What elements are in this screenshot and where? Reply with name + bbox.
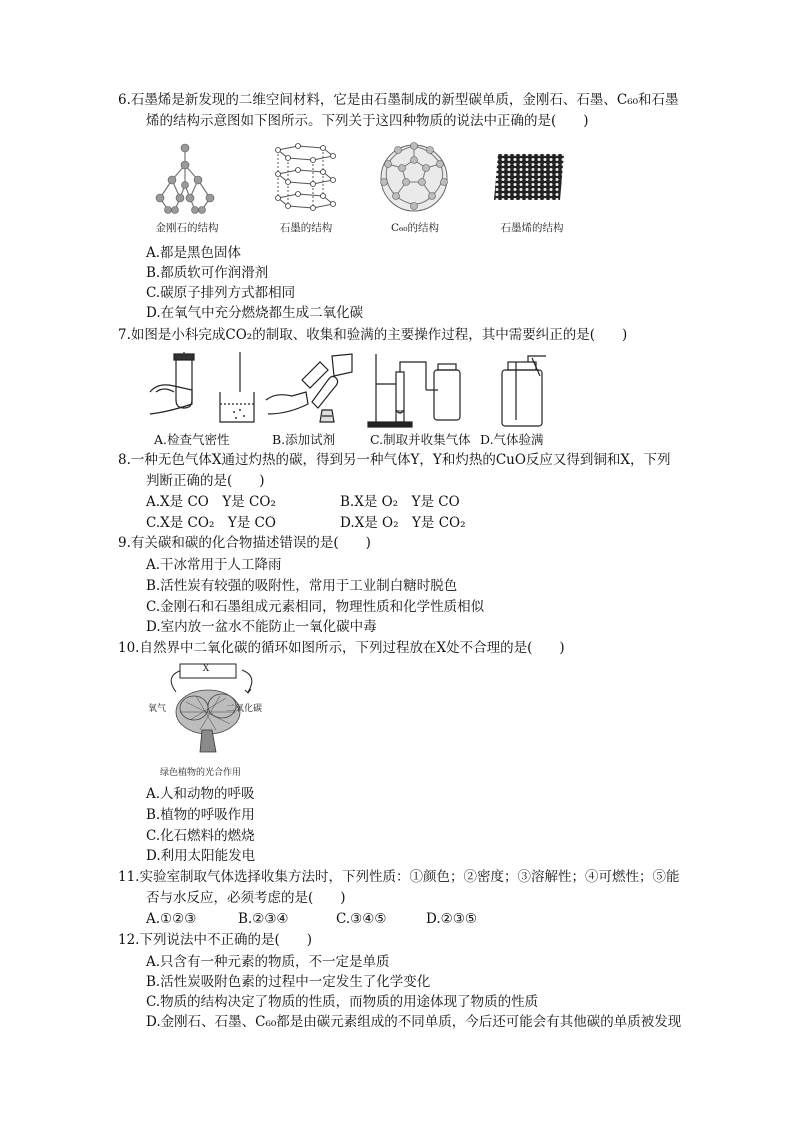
q11-option-a: A.①②③ bbox=[146, 911, 197, 927]
question-7 bbox=[118, 325, 708, 346]
q7-stem: 7.如图是小科完成CO₂的制取、收集和验满的主要操作过程，其中需要纠正的是( ) bbox=[118, 327, 628, 343]
q6-option-b: B.都质软可作润滑剂 bbox=[146, 265, 269, 281]
q7-figure-b-add-reagent bbox=[262, 352, 362, 430]
q11-option-c: C.③④⑤ bbox=[336, 911, 387, 927]
q7-caption-c: C.制取并收集气体 bbox=[370, 432, 471, 447]
q8-option-d: D.X是 O₂ Y是 CO₂ bbox=[340, 515, 466, 531]
q11-option-b: B.②③④ bbox=[238, 911, 289, 927]
q6-caption-graphene: 石墨烯的结构 bbox=[500, 222, 564, 234]
question-9 bbox=[118, 533, 708, 554]
q6-caption-c60: C₆₀的结构 bbox=[391, 222, 439, 234]
q6-caption-diamond: 金刚石的结构 bbox=[155, 222, 219, 234]
q8-stem-line1: 8.一种无色气体X通过灼热的碳，得到另一种气体Y，Y和灼热的CuO反应又得到铜和X，下列 bbox=[118, 452, 671, 468]
q10-option-d: D.利用太阳能发电 bbox=[146, 848, 256, 864]
question-10 bbox=[118, 638, 708, 659]
q12-option-c: C.物质的结构决定了物质的性质，而物质的用途体现了物质的性质 bbox=[146, 994, 539, 1010]
q10-right-label: 二氧化碳 bbox=[226, 704, 263, 714]
q7-caption-b: B.添加试剂 bbox=[272, 432, 336, 447]
graphene-structure-figure bbox=[494, 152, 568, 202]
q7-figure-d-full-check bbox=[496, 354, 552, 430]
q8-option-c: C.X是 CO₂ Y是 CO bbox=[146, 515, 276, 531]
q6-option-a: A.都是黑色固体 bbox=[146, 245, 242, 261]
q6-stem-line2: 烯的结构示意图如下图所示。下列关于这四种物质的说法中正确的是( ) bbox=[146, 113, 589, 129]
diamond-structure-figure bbox=[150, 140, 220, 215]
q7-figure-a-airtightness bbox=[148, 352, 258, 430]
question-8 bbox=[118, 450, 708, 492]
q12-option-b: B.活性炭吸附色素的过程中一定发生了化学变化 bbox=[146, 974, 431, 990]
q10-left-label: 氧气 bbox=[148, 704, 167, 714]
q10-carbon-cycle-diagram bbox=[146, 662, 276, 777]
c60-structure-figure bbox=[376, 140, 452, 216]
q8-option-b: B.X是 O₂ Y是 CO bbox=[340, 494, 460, 510]
q9-option-d: D.室内放一盆水不能防止一氧化碳中毒 bbox=[146, 619, 377, 635]
q10-bottom-label: 绿色植物的光合作用 bbox=[160, 768, 242, 778]
q6-caption-graphite: 石墨的结构 bbox=[279, 222, 333, 234]
q9-stem: 9.有关碳和碳的化合物描述错误的是( ) bbox=[118, 535, 371, 551]
q11-stem-line2: 否与水反应，必须考虑的是( ) bbox=[146, 890, 346, 906]
question-12 bbox=[118, 930, 708, 951]
question-6 bbox=[118, 90, 708, 132]
q10-option-c: C.化石燃料的燃烧 bbox=[146, 828, 255, 844]
q12-option-a: A.只含有一种元素的物质，不一定是单质 bbox=[146, 954, 390, 970]
q10-stem: 10.自然界中二氧化碳的循环如图所示，下列过程放在X处不合理的是( ) bbox=[118, 640, 565, 656]
q10-option-a: A.人和动物的呼吸 bbox=[146, 786, 255, 802]
question-11 bbox=[118, 867, 708, 909]
q7-caption-d: D.气体验满 bbox=[480, 432, 544, 447]
graphite-structure-figure bbox=[268, 142, 340, 214]
q6-option-c: C.碳原子排列方式都相同 bbox=[146, 285, 296, 301]
q6-stem-line1: 6.石墨烯是新发现的二维空间材料，它是由石墨制成的新型碳单质，金刚石、石墨、C₆₀和石墨 bbox=[118, 92, 679, 108]
q7-figure-c-produce-collect bbox=[366, 350, 466, 430]
q6-option-d: D.在氧气中充分燃烧都生成二氧化碳 bbox=[146, 305, 364, 321]
q11-option-d: D.②③⑤ bbox=[426, 911, 477, 927]
q10-option-b: B.植物的呼吸作用 bbox=[146, 807, 255, 823]
q12-option-d: D.金刚石、石墨、C₆₀都是由碳元素组成的不同单质，今后还可能会有其他碳的单质被发现 bbox=[146, 1014, 682, 1030]
q9-option-a: A.干冰常用于人工降雨 bbox=[146, 557, 282, 573]
q11-stem-line1: 11.实验室制取气体选择收集方法时，下列性质：①颜色；②密度；③溶解性；④可燃性；⑤能 bbox=[118, 869, 680, 885]
q8-stem-line2: 判断正确的是( ) bbox=[146, 473, 265, 489]
q9-option-c: C.金刚石和石墨组成元素相同，物理性质和化学性质相似 bbox=[146, 599, 485, 615]
q7-caption-a: A.检查气密性 bbox=[154, 432, 230, 447]
q8-option-a: A.X是 CO Y是 CO₂ bbox=[146, 494, 276, 510]
q10-box-label: X bbox=[202, 664, 210, 674]
q9-option-b: B.活性炭有较强的吸附性，常用于工业制白糖时脱色 bbox=[146, 578, 458, 594]
q12-stem: 12.下列说法中不正确的是( ) bbox=[118, 932, 313, 948]
